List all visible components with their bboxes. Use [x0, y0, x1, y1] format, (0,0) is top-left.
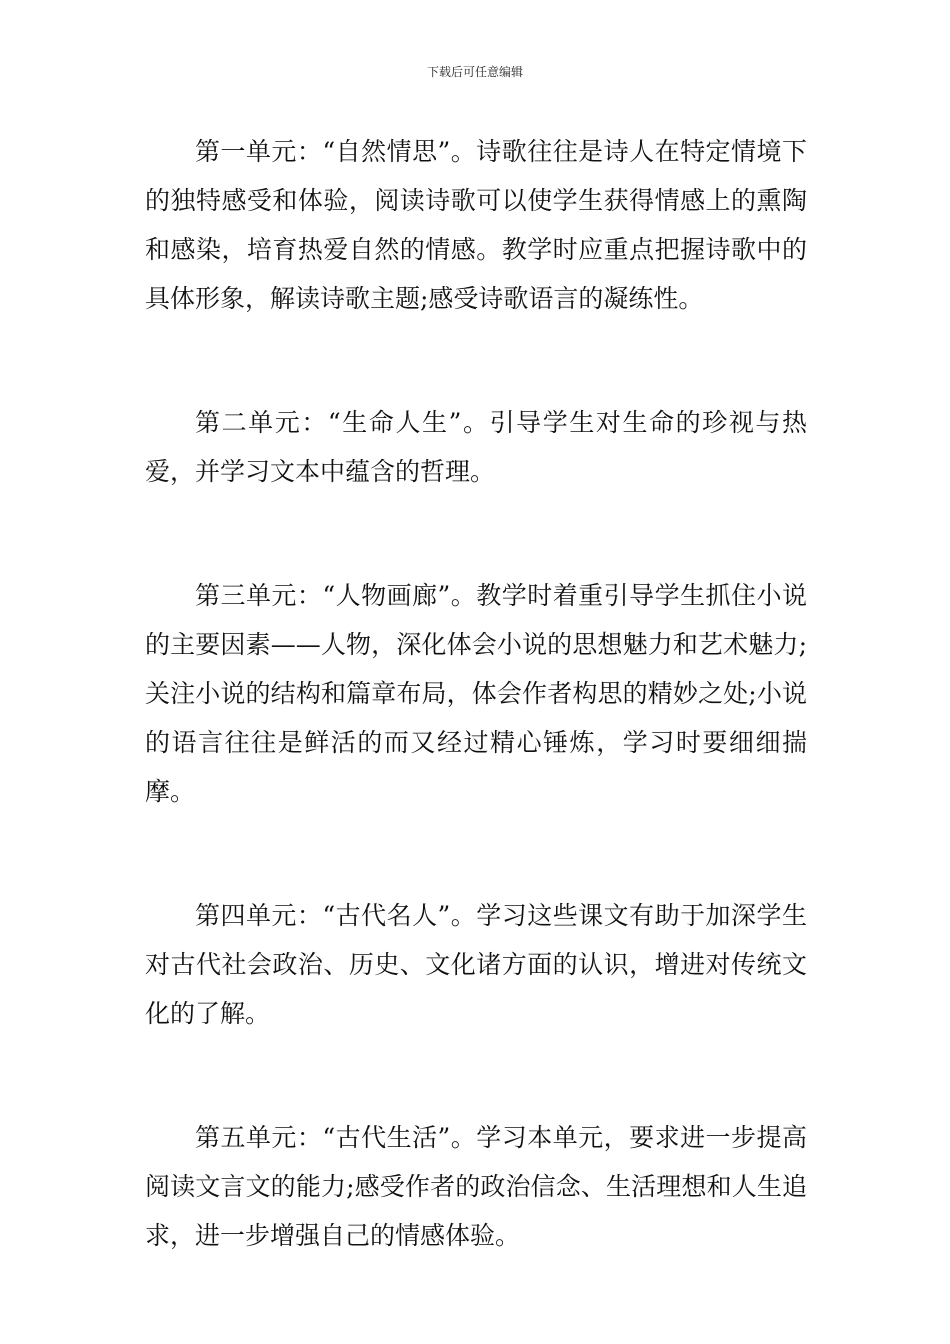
document-body — [145, 127, 807, 1260]
paragraph-unit-4: 第四单元：“古代名人”。学习这些课文有助于加深学生对古代社会政治、历史、文化诸方面的认识，增进对传统文化的了解。 — [145, 901, 807, 1028]
paragraph-unit-1: 第一单元：“自然情思”。诗歌往往是诗人在特定情境下的独特感受和体验，阅读诗歌可以使学生获得情感上的熏陶和感染，培育热爱自然的情感。教学时应重点把握诗歌中的具体形象，解读诗歌主题;感受诗歌语言的凝练性。 — [145, 137, 807, 313]
paragraph-unit-5: 第五单元：“古代生活”。学习本单元，要求进一步提高阅读文言文的能力;感受作者的政治信念、生活理想和人生追求，进一步增强自己的情感体验。 — [145, 1123, 807, 1250]
page-header-note: 下载后可任意编辑 — [426, 65, 523, 79]
paragraph-unit-2: 第二单元：“生命人生”。引导学生对生命的珍视与热爱，并学习文本中蕴含的哲理。 — [145, 408, 807, 486]
paragraph-unit-3: 第三单元：“人物画廊”。教学时着重引导学生抓住小说的主要因素——人物，深化体会小说的思想魅力和艺术魅力;关注小说的结构和篇章布局，体会作者构思的精妙之处;小说的语言往往是鲜活的而又经过精心锤炼，学习时要细细揣摩。 — [145, 581, 807, 806]
